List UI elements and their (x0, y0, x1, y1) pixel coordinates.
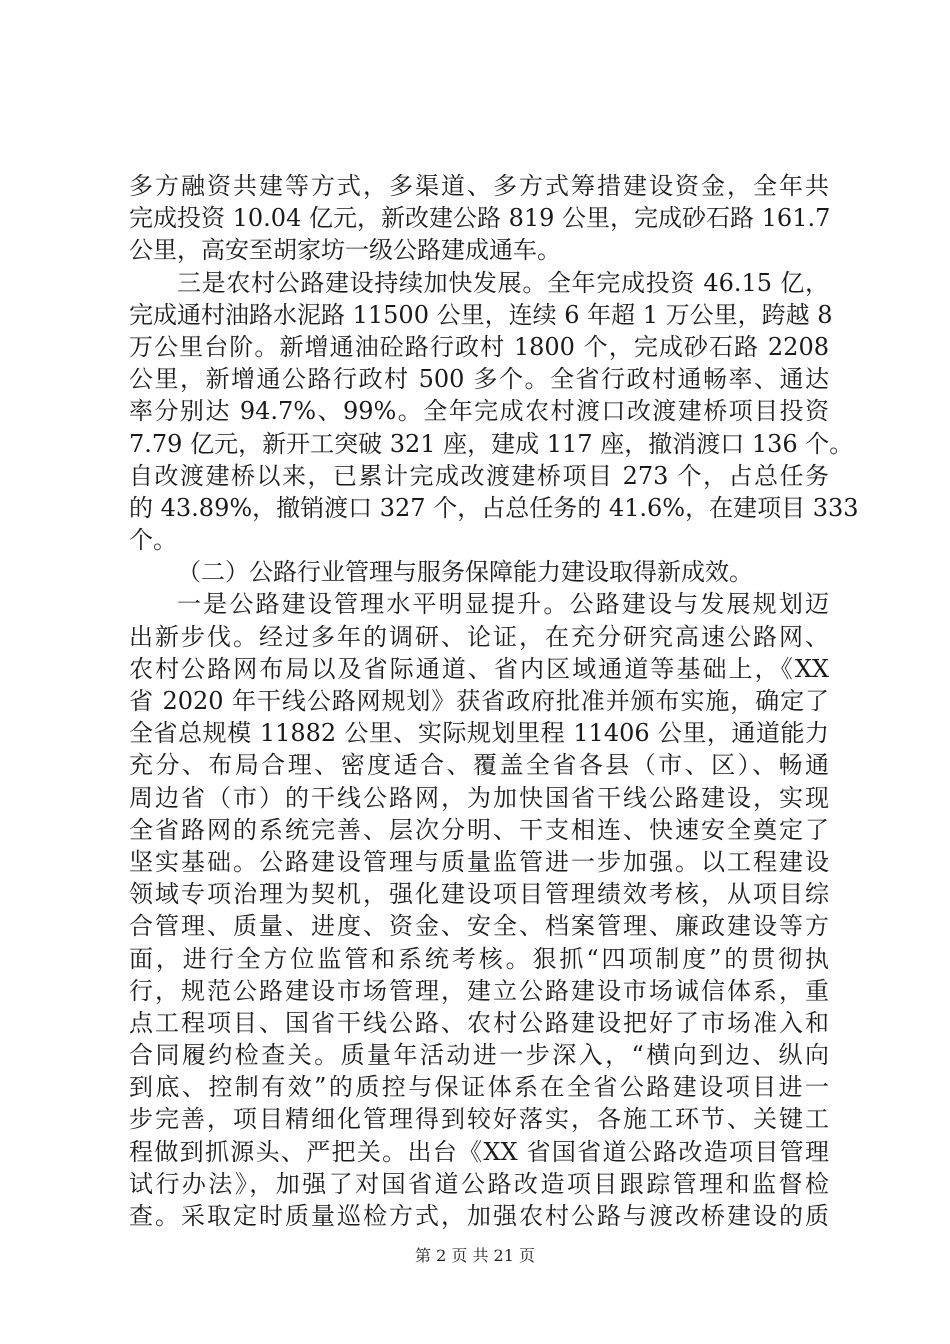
text-line: 坚实基础。公路建设管理与质量监管进一步加强。以工程建设 (129, 847, 829, 876)
text-line: 的 43.89%，撤销渡口 327 个，占总任务的 41.6%，在建项目 333 (129, 493, 859, 522)
text-line: 7.79 亿元，新开工突破 321 座，建成 117 座，撤消渡口 136 个。 (129, 429, 854, 458)
text-line: 农村公路网布局以及省际通道、省内区域通道等基础上，《XX (129, 654, 829, 683)
text-line: 合管理、质量、进度、资金、安全、档案管理、廉政建设等方 (129, 912, 829, 941)
text-line: 步完善，项目精细化管理得到较好落实，各施工环节、关键工 (129, 1105, 829, 1134)
text-line: 自改渡建桥以来，已累计完成改渡建桥项目 273 个，占总任务 (129, 461, 829, 490)
text-line: 行，规范公路建设市场管理，建立公路建设市场诚信体系，重 (129, 976, 829, 1005)
text-line: 完成通村油路水泥路 11500 公里，连续 6 年超 1 万公里，跨越 8 (129, 300, 833, 329)
text-line: 全省路网的系统完善、层次分明、干支相连、快速安全奠定了 (129, 815, 829, 844)
text-line: 万公里台阶。新增通油砼路行政村 1800 个，完成砂石路 2208 (129, 332, 829, 361)
text-line: 领域专项治理为契机，强化建设项目管理绩效考核，从项目综 (129, 880, 829, 909)
text-line: 周边省（市）的干线公路网，为加快国省干线公路建设，实现 (129, 783, 829, 812)
text-line: 面，进行全方位监管和系统考核。狠抓“四项制度”的贯彻执 (129, 944, 829, 973)
text-line: 到底、控制有效”的质控与保证体系在全省公路建设项目进一 (129, 1073, 829, 1102)
text-line: 点工程项目、国省干线公路、农村公路建设把好了市场准入和 (129, 1008, 829, 1037)
text-line: 公里，新增通公路行政村 500 多个。全省行政村通畅率、通达 (129, 365, 829, 394)
text-line: 出新步伐。经过多年的调研、论证，在充分研究高速公路网、 (129, 622, 829, 651)
page-footer: 第 2 页 共 21 页 (415, 1246, 535, 1265)
document-body (129, 170, 859, 1232)
text-line: 率分别达 94.7%、99%。全年完成农村渡口改渡建桥项目投资 (129, 397, 829, 426)
text-line: 三是农村公路建设持续加快发展。全年完成投资 46.15 亿， (177, 268, 829, 297)
text-line: 试行办法》，加强了对国省道公路改造项目跟踪管理和监督检 (129, 1169, 829, 1198)
text-line: 查。采取定时质量巡检方式，加强农村公路与渡改桥建设的质 (129, 1202, 829, 1230)
text-line: 个。 (129, 526, 177, 555)
text-line: 合同履约检查关。质量年活动进一步深入，“横向到边、纵向 (129, 1041, 829, 1070)
text-line: 充分、布局合理、密度适合、覆盖全省各县（市、区）、畅通 (129, 751, 829, 780)
text-line: 省 2020 年干线公路网规划》获省政府批准并颁布实施，确定了 (129, 687, 829, 715)
text-line: 程做到抓源头、严把关。出台《XX 省国省道公路改造项目管理 (129, 1137, 829, 1166)
text-line: 公里，高安至胡家坊一级公路建成通车。 (129, 236, 561, 265)
text-line: 完成投资 10.04 亿元，新改建公路 819 公里，完成砂石路 161.7 (129, 204, 831, 233)
text-line: 多方融资共建等方式，多渠道、多方式筹措建设资金，全年共 (129, 172, 829, 200)
text-line: 全省总规模 11882 公里、实际规划里程 11406 公里，通道能力 (129, 719, 829, 748)
text-line: 一是公路建设管理水平明显提升。公路建设与发展规划迈 (177, 590, 829, 619)
text-line: （二）公路行业管理与服务保障能力建设取得新成效。 (177, 558, 753, 587)
